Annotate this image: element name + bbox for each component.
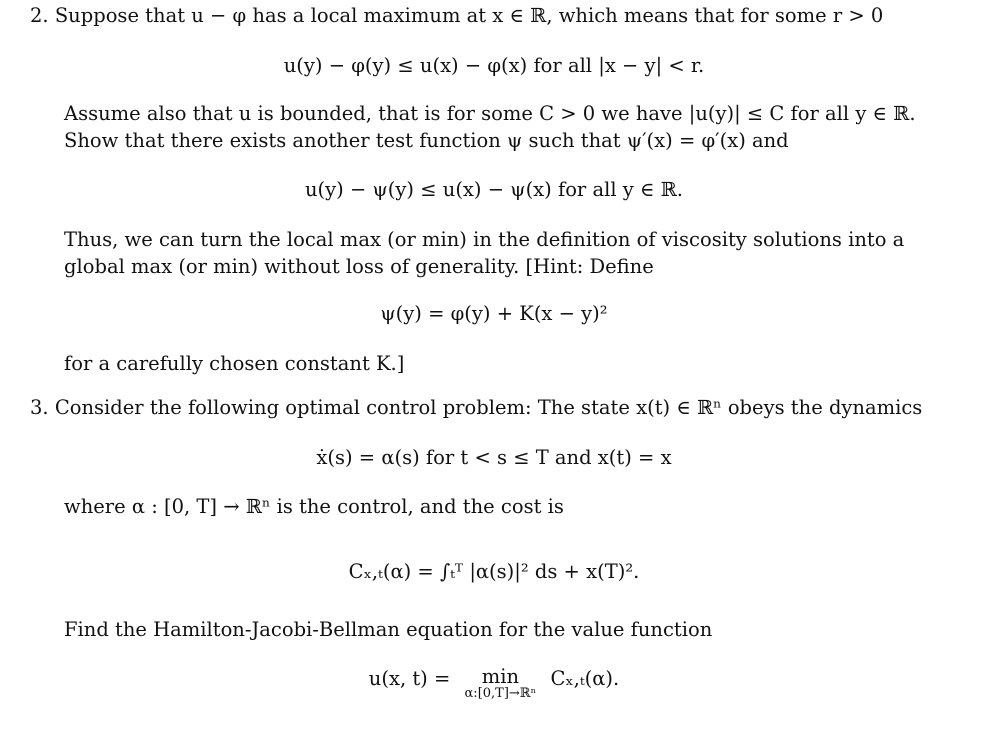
problem-3-where-line: where α : [0, T] → ℝⁿ is the control, and the cost is: [64, 495, 564, 518]
problem-3-intro: Consider the following optimal control problem: The state x(t) ∈ ℝⁿ obeys the dynamics: [54, 396, 923, 419]
problem-2-equation-2: u(y) − ψ(y) ≤ u(x) − ψ(x) for all y ∈ ℝ.: [304, 178, 684, 201]
problem-2-thus-line-1: Thus, we can turn the local max (or min) in the definition of viscosity solutions into a: [64, 228, 905, 251]
equation-3-min: min: [481, 665, 520, 688]
problem-2-closing: for a carefully chosen constant K.]: [64, 352, 405, 375]
problem-2-equation-3: ψ(y) = φ(y) + K(x − y)²: [380, 302, 608, 325]
problem-2-thus-line-2: global max (or min) without loss of generality. [Hint: Define: [64, 255, 654, 278]
problem-2-number: 2.: [30, 4, 49, 27]
problem-3-intro-line: [30, 396, 922, 420]
equation-3-min-subscript: α:[0,T]→ℝⁿ: [464, 686, 537, 701]
problem-3-equation-3: [0, 667, 988, 701]
problem-2-equation-1: u(y) − φ(y) ≤ u(x) − φ(x) for all |x − y| < r.: [283, 54, 705, 77]
problem-2-intro-line: [30, 4, 883, 28]
equation-3-lhs: u(x, t) =: [368, 667, 451, 690]
problem-2-assume-line-2: Show that there exists another test function ψ such that ψ′(x) = φ′(x) and: [64, 129, 789, 152]
problem-2-assume-line-1: Assume also that u is bounded, that is for some C > 0 we have |u(y)| ≤ C for all y ∈ ℝ.: [64, 102, 916, 125]
equation-3-rhs: Cₓ,ₜ(α).: [550, 667, 620, 690]
problem-3-equation-2: Cₓ,ₜ(α) = ∫ₜᵀ |α(s)|² ds + x(T)².: [348, 560, 640, 583]
problem-3-equation-1: ẋ(s) = α(s) for t < s ≤ T and x(t) = x: [316, 446, 672, 469]
problem-3-find-line: Find the Hamilton-Jacobi-Bellman equation for the value function: [64, 618, 713, 641]
equation-3-min-operator: [465, 667, 537, 701]
problem-2-intro: Suppose that u − φ has a local maximum at x ∈ ℝ, which means that for some r > 0: [54, 4, 884, 27]
problem-3-number: 3.: [30, 396, 49, 419]
